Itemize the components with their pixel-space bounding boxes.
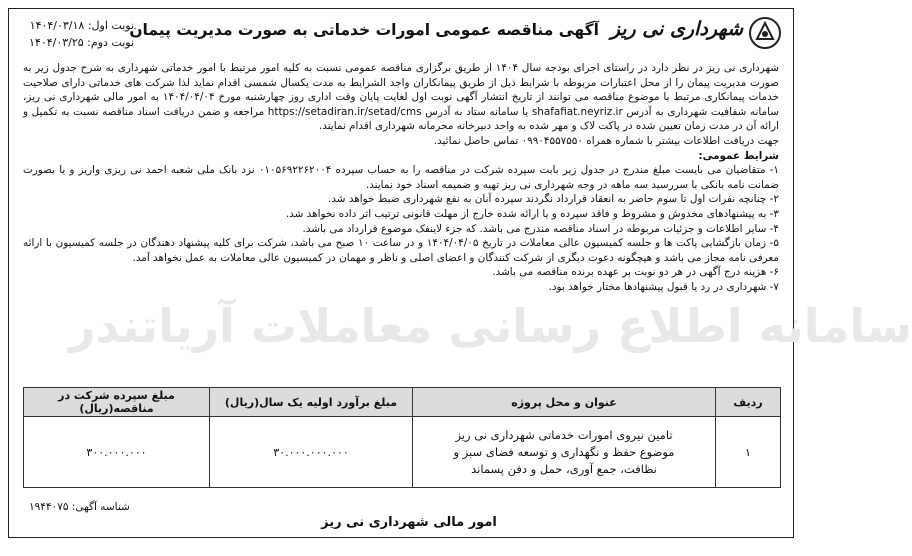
table-row [24, 417, 781, 488]
municipality-logo [610, 15, 783, 49]
header [9, 9, 793, 53]
signature: امور مالی شهرداری نی ریز [321, 515, 497, 530]
row-index: ۱ [716, 417, 781, 488]
condition-item: ۳- به پیشنهادهای مخدوش و مشروط و فاقد سپرده و یا ارائه شده خارج از مهلت قانونی ترتیب اثر داده نخواهد شد. [285, 207, 779, 220]
col-index: ردیف [716, 388, 781, 417]
row-deposit: ۳۰۰.۰۰۰.۰۰۰ [24, 417, 210, 488]
turn-second: نوبت دوم: ۱۴۰۴/۰۳/۲۵ [29, 36, 135, 49]
contact-line: جهت دریافت اطلاعات بیشتر با شماره همراه ۰۹۹۰۴۵۵۷۵۵۰ تماس حاصل نمائید. [433, 134, 779, 147]
ad-identifier: شناسه آگهی: ۱۹۴۴۰۷۵ [29, 501, 130, 513]
notice-body [23, 61, 779, 295]
turn-first: نوبت اول: ۱۴۰۴/۰۳/۱۸ [29, 19, 135, 32]
condition-item: ۲- چنانچه نفرات اول تا سوم حاضر به انعقاد قرارداد نگردند سپرده آنان به نفع شهرداری ضبط خواهد شد. [328, 193, 779, 206]
table-header-row [24, 388, 781, 417]
emblem-icon [747, 15, 783, 51]
notice-title: آگهی مناقصه عمومی امورات خدماتی به صورت مدیریت پیمان [129, 21, 599, 39]
condition-item: ۱- متقاضیان می بایست مبلغ مندرج در جدول زیر بابت سپرده شرکت در مناقصه را به حساب سپرده ۰۱۰۵۶۹۲۲۶۲۰۰۴ نزد بانک ملی شعبه احمد نی ریزی واریز و یا بصورت ضمانت نامه بانکی با سررسید سه ماهه در وجه شهرداری نی ریز تهیه و ضمیمه اسناد خود نمایند. [23, 164, 779, 191]
row-title-line: موضوع حفظ و نگهداری و توسعه فضای سبز و [453, 444, 675, 459]
col-deposit: مبلغ سپرده شرکت در مناقصه(ریال) [24, 388, 210, 417]
col-estimate: مبلغ برآورد اولیه یک سال(ریال) [210, 388, 413, 417]
row-title-line: تامین نیروی امورات خدماتی شهرداری نی ریز [455, 427, 673, 442]
condition-item: ۴- سایر اطلاعات و جزئیات مربوطه در اسناد مناقصه مندرج می باشد. که جزء لاینفک موضوع قرارداد می باشد. [302, 222, 779, 235]
logo-text: شهرداری نی ریز [610, 18, 743, 40]
col-title: عنوان و محل پروژه [413, 388, 716, 417]
condition-item: ۵- زمان بازگشایی پاکت ها و جلسه کمیسیون عالی معاملات در تاریخ ۱۴۰۴/۰۴/۰۵ و در ساعت ۱۰ صبح می باشد، شرکت برای کلیه پیشنهاد دهندگان در جلسه کمیسیون با ارائه معرفی نامه مجاز می باشد و هیچگونه دعوت دیگری از شرکت کنندگان و اعضای اصلی و ناظر و مهمان در کمیسیون عالی معاملات به عمل نخواهد آمد. [23, 237, 779, 264]
watermark: سامانه اطلاع رسانی معاملات آریاتندر [69, 299, 912, 353]
conditions-title: شرایط عمومی: [698, 149, 779, 162]
row-estimate: ۳۰.۰۰۰.۰۰۰.۰۰۰ [210, 417, 413, 488]
intro-paragraph: شهرداری نی ریز در نظر دارد در راستای اجرای بودجه سال ۱۴۰۴ از طریق برگزاری مناقصه عمومی نسبت به کلیه امور مرتبط با امور خدماتی شهرداری به شرح جدول زیر به صورت مدیریت پیمان را از محل اعتبارات مربوطه با شرایط ذیل از طریق پیمانکاران واجد الشرایط به مدت یکسال شمسی اقدام نماید لذا شرکت های خدماتی دارای صلاحیت خدمات پیمانکاری مرتبط با موضوع مناقصه می توانند از تاریخ انتشار آگهی نوبت اول لغایت پایان وقت اداری روز چهارشنبه مورخ ۱۴۰۴/۰۴/۰۴ به امور مالی شهرداری نی ریز، سامانه شفافیت شهرداری به آدرس shafafiat.neyriz.ir یا سامانه ستاد به آدرس https://setadiran.ir/setad/cms مراجعه و ضمن دریافت اسناد مناقصه نسبت به تکمیل و ارائه آن در مدت زمان تعیین شده در پاکت لاک و مهر شده به واحد دبیرخانه محرمانه شهرداری اقدام نمایند. [23, 62, 780, 133]
publication-turns [29, 17, 134, 51]
projects-table [23, 387, 781, 488]
condition-item: ۶- هزینه درج آگهی در هر دو نوبت بر عهده برنده مناقصه می باشد. [492, 266, 779, 279]
row-title-line: نظافت، جمع آوری، حمل و دفن پسماند [471, 461, 657, 476]
condition-item: ۷- شهرداری در رد یا قبول پیشنهادها مختار خواهد بود. [548, 280, 779, 293]
row-title [413, 417, 716, 488]
tender-notice [8, 8, 912, 538]
